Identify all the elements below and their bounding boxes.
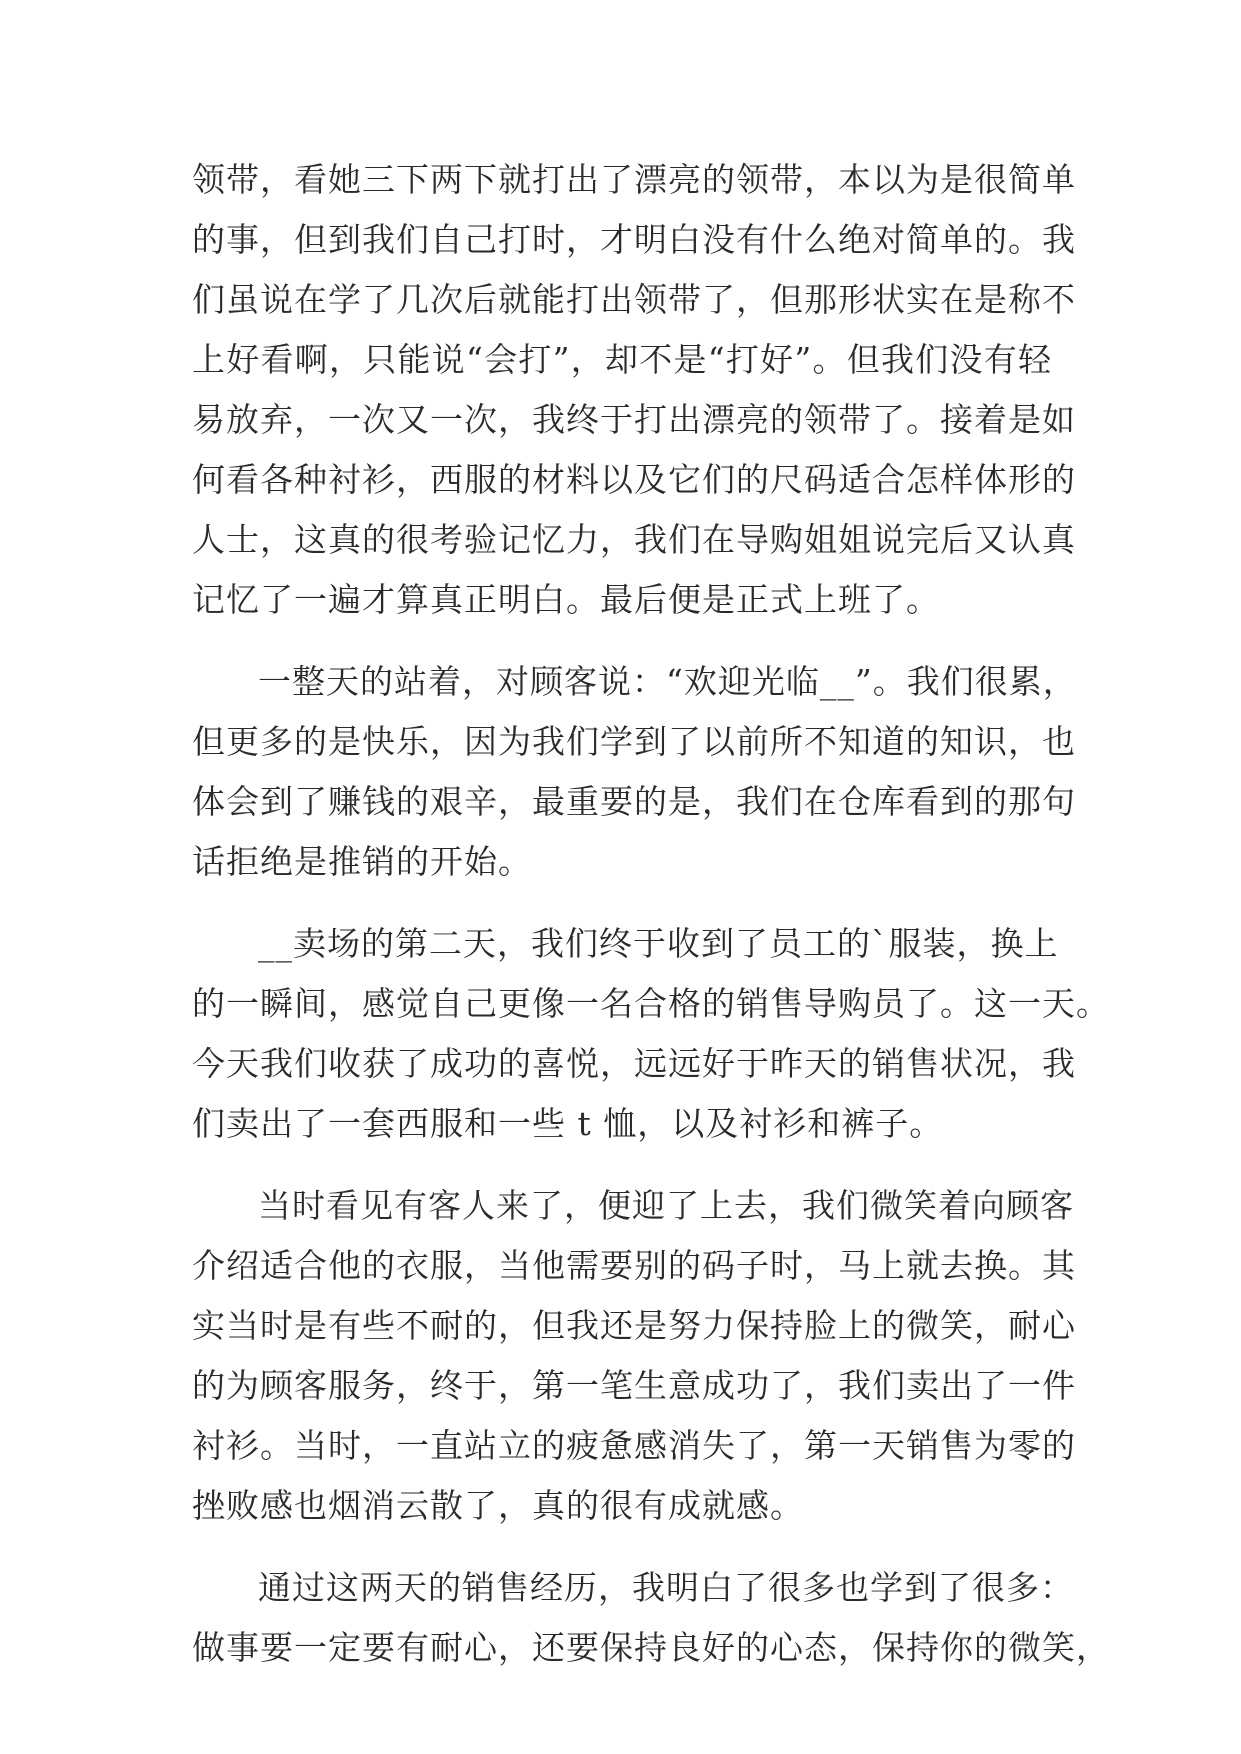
text-line: 的事，但到我们自己打时，才明白没有什么绝对简单的。我 <box>192 220 1076 259</box>
text-line: 当时看见有客人来了，便迎了上去，我们微笑着向顾客 <box>258 1186 1074 1225</box>
text-line: 但更多的是快乐，因为我们学到了以前所不知道的知识，也 <box>192 722 1076 761</box>
text-line: 上好看啊，只能说“会打”，却不是“打好”。但我们没有轻 <box>192 340 1052 379</box>
text-line: 易放弃，一次又一次，我终于打出漂亮的领带了。接着是如 <box>192 400 1076 439</box>
paragraph-2 <box>192 652 1077 892</box>
paragraph-4 <box>192 1176 1076 1536</box>
text-line: 的为顾客服务，终于，第一笔生意成功了，我们卖出了一件 <box>192 1366 1076 1405</box>
text-line: 今天我们收获了成功的喜悦，远远好于昨天的销售状况，我 <box>192 1044 1076 1083</box>
text-line: 做事要一定要有耐心，还要保持良好的心态，保持你的微笑， <box>192 1628 1110 1667</box>
text-line: 们虽说在学了几次后就能打出领带了，但那形状实在是称不 <box>192 280 1076 319</box>
text-line: 实当时是有些不耐的，但我还是努力保持脸上的微笑，耐心 <box>192 1306 1076 1345</box>
text-line: 通过这两天的销售经历，我明白了很多也学到了很多： <box>258 1568 1074 1607</box>
text-line: 的一瞬间，感觉自己更像一名合格的销售导购员了。这一天。 <box>192 984 1110 1023</box>
paragraph-spacing <box>192 630 1052 652</box>
text-line: 领带，看她三下两下就打出了漂亮的领带，本以为是很简单 <box>192 160 1076 199</box>
paragraph-spacing <box>192 1154 1052 1176</box>
paragraph-5 <box>192 1558 1110 1678</box>
text-line: 人士，这真的很考验记忆力，我们在导购姐姐说完后又认真 <box>192 520 1076 559</box>
document-body <box>192 150 1110 1678</box>
text-line: 挫败感也烟消云散了，真的很有成就感。 <box>192 1486 804 1525</box>
text-line: 何看各种衬衫，西服的材料以及它们的尺码适合怎样体形的 <box>192 460 1076 499</box>
paragraph-1 <box>192 150 1076 630</box>
text-line: 话拒绝是推销的开始。 <box>192 842 532 881</box>
text-line: 们卖出了一套西服和一些 t 恤，以及衬衫和裤子。 <box>192 1104 944 1143</box>
text-line: 体会到了赚钱的艰辛，最重要的是，我们在仓库看到的那句 <box>192 782 1076 821</box>
text-line: 一整天的站着，对顾客说：“欢迎光临__”。我们很累， <box>258 662 1077 701</box>
paragraph-spacing <box>192 1536 1052 1558</box>
paragraph-spacing <box>192 892 1052 914</box>
text-line: 介绍适合他的衣服，当他需要别的码子时，马上就去换。其 <box>192 1246 1076 1285</box>
text-line: 记忆了一遍才算真正明白。最后便是正式上班了。 <box>192 580 940 619</box>
text-line: 衬衫。当时，一直站立的疲惫感消失了，第一天销售为零的 <box>192 1426 1076 1465</box>
paragraph-3 <box>192 914 1110 1154</box>
text-line: __卖场的第二天，我们终于收到了员工的`服装，换上 <box>258 924 1059 963</box>
